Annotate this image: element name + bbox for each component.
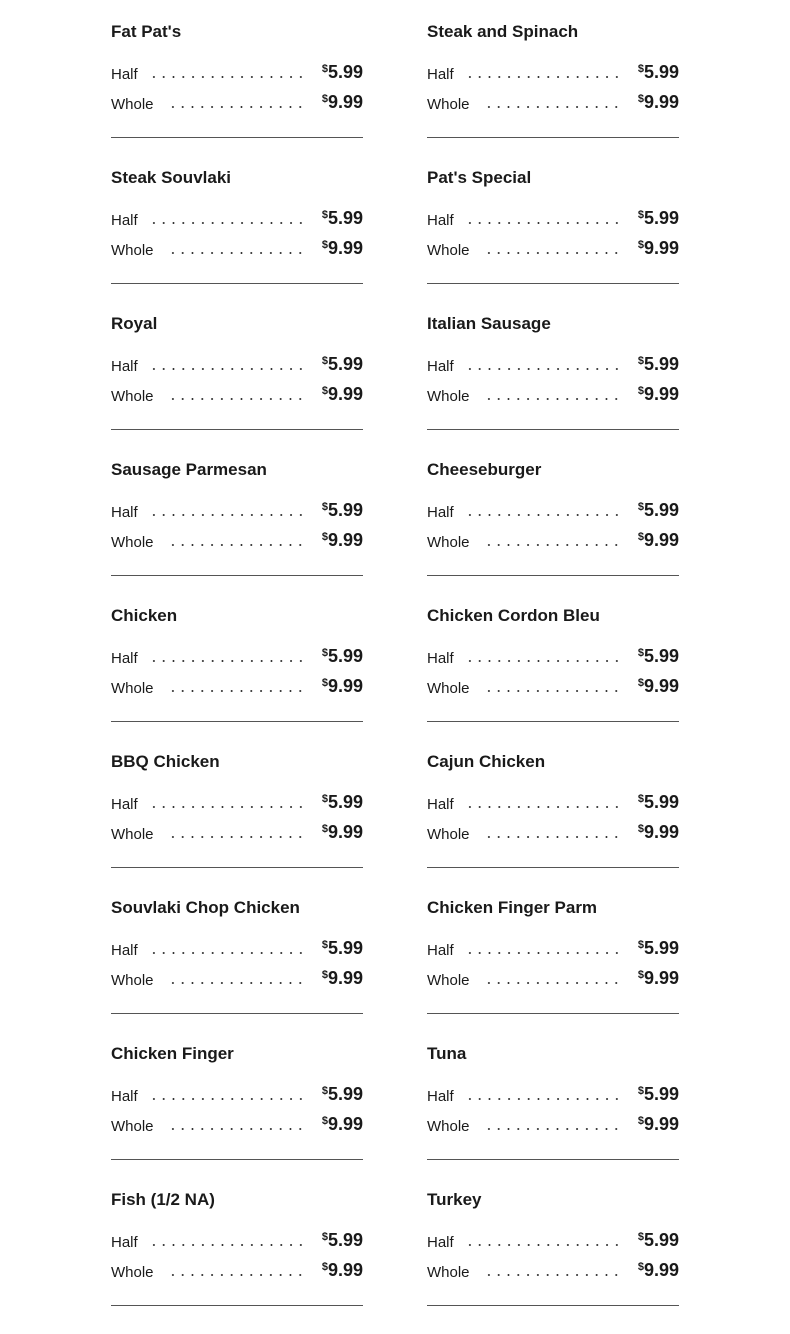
whole-price (322, 968, 363, 989)
menu-item-name: Fat Pat's (111, 22, 182, 41)
whole-price (638, 1260, 679, 1281)
half-price-amount: 5.99 (327, 500, 363, 520)
half-price-row (111, 208, 363, 232)
currency-symbol: $ (637, 1261, 644, 1273)
half-price (322, 646, 363, 667)
half-price (322, 62, 363, 83)
whole-price (322, 1114, 363, 1135)
menu-item (427, 1188, 679, 1334)
whole-price-amount: 9.99 (327, 92, 363, 112)
half-price-row (111, 354, 363, 378)
currency-symbol: $ (637, 239, 644, 251)
half-price-row (111, 792, 363, 816)
whole-price-row (427, 968, 679, 992)
currency-symbol: $ (321, 1115, 328, 1127)
half-size-label: Half (427, 650, 454, 667)
whole-price-row (111, 676, 363, 700)
currency-symbol: $ (321, 355, 328, 367)
half-price (638, 62, 679, 83)
whole-price (638, 822, 679, 843)
menu-item-name: Chicken Cordon Bleu (427, 606, 600, 625)
currency-symbol: $ (637, 209, 644, 221)
currency-symbol: $ (321, 647, 328, 659)
currency-symbol: $ (321, 531, 328, 543)
dot-leader (149, 952, 305, 954)
dot-leader (168, 106, 305, 108)
whole-size-label: Whole (111, 96, 154, 113)
whole-price-row (111, 384, 363, 408)
currency-symbol: $ (637, 1231, 644, 1243)
menu-item-name: BBQ Chicken (111, 752, 220, 771)
half-size-label: Half (111, 66, 138, 83)
half-price-amount: 5.99 (643, 62, 679, 82)
half-price (322, 1084, 363, 1105)
currency-symbol: $ (321, 939, 328, 951)
half-price-amount: 5.99 (327, 354, 363, 374)
dot-leader (149, 1098, 305, 1100)
whole-price-amount: 9.99 (327, 1114, 363, 1134)
half-price-row (111, 500, 363, 524)
whole-price-row (427, 822, 679, 846)
item-divider (427, 283, 679, 284)
currency-symbol: $ (637, 93, 644, 105)
whole-price-row (111, 1114, 363, 1138)
half-price-row (111, 646, 363, 670)
menu-item (427, 312, 679, 458)
half-price-amount: 5.99 (327, 1230, 363, 1250)
whole-size-label: Whole (427, 826, 470, 843)
whole-price (638, 92, 679, 113)
menu-item (111, 20, 363, 166)
whole-price-row (427, 530, 679, 554)
whole-price-amount: 9.99 (327, 676, 363, 696)
dot-leader (484, 982, 621, 984)
currency-symbol: $ (321, 969, 328, 981)
half-price-row (427, 646, 679, 670)
currency-symbol: $ (321, 1261, 328, 1273)
dot-leader (149, 806, 305, 808)
dot-leader (168, 398, 305, 400)
half-price-amount: 5.99 (327, 646, 363, 666)
half-price-row (427, 1084, 679, 1108)
dot-leader (465, 368, 621, 370)
menu-item (427, 1042, 679, 1188)
half-price-amount: 5.99 (643, 938, 679, 958)
dot-leader (465, 1244, 621, 1246)
dot-leader (465, 952, 621, 954)
currency-symbol: $ (637, 1085, 644, 1097)
menu-item (111, 1042, 363, 1188)
menu-item-name: Fish (1/2 NA) (111, 1190, 215, 1209)
menu-item (111, 458, 363, 604)
whole-size-label: Whole (427, 96, 470, 113)
half-size-label: Half (427, 796, 454, 813)
half-size-label: Half (427, 66, 454, 83)
half-price (638, 354, 679, 375)
dot-leader (168, 252, 305, 254)
half-price-amount: 5.99 (327, 1084, 363, 1104)
whole-price-amount: 9.99 (643, 530, 679, 550)
half-size-label: Half (111, 942, 138, 959)
menu-grid (111, 20, 679, 1334)
half-size-label: Half (111, 358, 138, 375)
whole-size-label: Whole (111, 242, 154, 259)
dot-leader (484, 544, 621, 546)
half-price-amount: 5.99 (327, 62, 363, 82)
dot-leader (149, 76, 305, 78)
currency-symbol: $ (637, 63, 644, 75)
half-size-label: Half (111, 1234, 138, 1251)
item-divider (111, 575, 363, 576)
half-price-amount: 5.99 (327, 938, 363, 958)
menu-item-name: Chicken Finger (111, 1044, 234, 1063)
whole-price (322, 92, 363, 113)
half-price (322, 792, 363, 813)
menu-item-name: Turkey (427, 1190, 482, 1209)
whole-price-amount: 9.99 (643, 384, 679, 404)
whole-price-row (111, 1260, 363, 1284)
whole-size-label: Whole (427, 1264, 470, 1281)
whole-price-amount: 9.99 (643, 92, 679, 112)
whole-size-label: Whole (111, 972, 154, 989)
half-size-label: Half (111, 212, 138, 229)
dot-leader (465, 514, 621, 516)
dot-leader (168, 982, 305, 984)
item-divider (111, 721, 363, 722)
half-size-label: Half (427, 358, 454, 375)
currency-symbol: $ (637, 531, 644, 543)
whole-price-row (111, 238, 363, 262)
menu-item (111, 750, 363, 896)
half-size-label: Half (427, 1234, 454, 1251)
half-price-amount: 5.99 (643, 354, 679, 374)
currency-symbol: $ (637, 647, 644, 659)
half-price (638, 792, 679, 813)
menu-item-name: Steak and Spinach (427, 22, 579, 41)
whole-size-label: Whole (111, 388, 154, 405)
half-size-label: Half (427, 1088, 454, 1105)
menu-item-name: Chicken (111, 606, 178, 625)
dot-leader (465, 806, 621, 808)
half-size-label: Half (427, 212, 454, 229)
half-price (322, 208, 363, 229)
dot-leader (149, 368, 305, 370)
half-price-row (427, 1230, 679, 1254)
half-price (638, 646, 679, 667)
whole-price-amount: 9.99 (643, 1260, 679, 1280)
menu-item-name: Cheeseburger (427, 460, 542, 479)
currency-symbol: $ (321, 823, 328, 835)
item-divider (427, 575, 679, 576)
currency-symbol: $ (321, 501, 328, 513)
dot-leader (168, 690, 305, 692)
menu-item-name: Sausage Parmesan (111, 460, 267, 479)
item-divider (111, 867, 363, 868)
whole-price-amount: 9.99 (327, 1260, 363, 1280)
dot-leader (465, 1098, 621, 1100)
half-price (322, 500, 363, 521)
half-price-amount: 5.99 (643, 208, 679, 228)
half-price-row (111, 938, 363, 962)
currency-symbol: $ (321, 793, 328, 805)
item-divider (427, 429, 679, 430)
half-size-label: Half (427, 504, 454, 521)
item-divider (427, 1013, 679, 1014)
half-price (322, 1230, 363, 1251)
menu-item (427, 20, 679, 166)
item-divider (427, 721, 679, 722)
menu-item (111, 312, 363, 458)
whole-size-label: Whole (427, 388, 470, 405)
half-price-row (427, 354, 679, 378)
whole-price-amount: 9.99 (327, 384, 363, 404)
whole-price-amount: 9.99 (643, 1114, 679, 1134)
menu-item (111, 1188, 363, 1334)
dot-leader (484, 836, 621, 838)
half-size-label: Half (111, 650, 138, 667)
whole-price (322, 384, 363, 405)
menu-item-name: Royal (111, 314, 158, 333)
item-divider (111, 137, 363, 138)
currency-symbol: $ (637, 823, 644, 835)
currency-symbol: $ (637, 1115, 644, 1127)
dot-leader (149, 514, 305, 516)
menu-item-name: Chicken Finger Parm (427, 898, 598, 917)
dot-leader (168, 544, 305, 546)
currency-symbol: $ (321, 93, 328, 105)
half-price (638, 208, 679, 229)
half-price-amount: 5.99 (327, 208, 363, 228)
menu-item (111, 166, 363, 312)
half-price-row (427, 62, 679, 86)
whole-price (638, 384, 679, 405)
currency-symbol: $ (637, 969, 644, 981)
whole-price (638, 968, 679, 989)
menu-item (111, 604, 363, 750)
whole-price-amount: 9.99 (327, 530, 363, 550)
half-price-amount: 5.99 (643, 792, 679, 812)
whole-price-amount: 9.99 (643, 968, 679, 988)
half-price (638, 1084, 679, 1105)
dot-leader (484, 690, 621, 692)
menu-item-name: Cajun Chicken (427, 752, 546, 771)
dot-leader (484, 398, 621, 400)
menu-item (427, 166, 679, 312)
menu-item (427, 750, 679, 896)
half-price-row (427, 500, 679, 524)
half-price-row (427, 208, 679, 232)
whole-size-label: Whole (111, 680, 154, 697)
whole-price-row (427, 676, 679, 700)
whole-price-amount: 9.99 (643, 822, 679, 842)
dot-leader (149, 1244, 305, 1246)
whole-size-label: Whole (427, 1118, 470, 1135)
whole-price-row (111, 530, 363, 554)
half-price-row (111, 1230, 363, 1254)
menu-item-name: Italian Sausage (427, 314, 551, 333)
whole-price-amount: 9.99 (327, 822, 363, 842)
item-divider (427, 1305, 679, 1306)
currency-symbol: $ (321, 385, 328, 397)
dot-leader (484, 1274, 621, 1276)
half-price-amount: 5.99 (327, 792, 363, 812)
whole-size-label: Whole (111, 1264, 154, 1281)
menu-item (427, 604, 679, 750)
whole-price-row (427, 384, 679, 408)
currency-symbol: $ (637, 355, 644, 367)
half-price-amount: 5.99 (643, 1230, 679, 1250)
currency-symbol: $ (321, 63, 328, 75)
whole-price (322, 530, 363, 551)
half-size-label: Half (111, 1088, 138, 1105)
half-price-row (427, 938, 679, 962)
half-price (638, 1230, 679, 1251)
whole-price (322, 1260, 363, 1281)
dot-leader (465, 76, 621, 78)
whole-size-label: Whole (427, 680, 470, 697)
whole-size-label: Whole (111, 1118, 154, 1135)
half-size-label: Half (111, 504, 138, 521)
currency-symbol: $ (637, 501, 644, 513)
half-price-row (111, 62, 363, 86)
whole-price-row (427, 1114, 679, 1138)
whole-price (322, 238, 363, 259)
dot-leader (484, 252, 621, 254)
whole-price (638, 676, 679, 697)
dot-leader (149, 222, 305, 224)
whole-price-row (427, 238, 679, 262)
currency-symbol: $ (637, 939, 644, 951)
currency-symbol: $ (321, 239, 328, 251)
whole-price (322, 822, 363, 843)
dot-leader (149, 660, 305, 662)
dot-leader (168, 1128, 305, 1130)
currency-symbol: $ (321, 209, 328, 221)
dot-leader (168, 836, 305, 838)
whole-size-label: Whole (427, 534, 470, 551)
menu-item-name: Pat's Special (427, 168, 532, 187)
item-divider (427, 137, 679, 138)
dot-leader (484, 1128, 621, 1130)
menu-item (427, 458, 679, 604)
half-price-row (111, 1084, 363, 1108)
half-price (322, 354, 363, 375)
currency-symbol: $ (637, 385, 644, 397)
currency-symbol: $ (321, 1231, 328, 1243)
menu-item-name: Souvlaki Chop Chicken (111, 898, 300, 917)
half-size-label: Half (427, 942, 454, 959)
whole-price-row (427, 92, 679, 116)
half-price (638, 938, 679, 959)
whole-price (638, 1114, 679, 1135)
currency-symbol: $ (321, 677, 328, 689)
dot-leader (484, 106, 621, 108)
whole-price-amount: 9.99 (643, 238, 679, 258)
menu-item (427, 896, 679, 1042)
whole-price-row (111, 822, 363, 846)
half-size-label: Half (111, 796, 138, 813)
item-divider (111, 429, 363, 430)
whole-price (638, 238, 679, 259)
half-price-amount: 5.99 (643, 646, 679, 666)
half-price (322, 938, 363, 959)
currency-symbol: $ (637, 793, 644, 805)
whole-price (322, 676, 363, 697)
whole-price-row (111, 92, 363, 116)
half-price (638, 500, 679, 521)
whole-price (638, 530, 679, 551)
currency-symbol: $ (637, 677, 644, 689)
currency-symbol: $ (321, 1085, 328, 1097)
dot-leader (465, 660, 621, 662)
whole-price-row (427, 1260, 679, 1284)
menu-item (111, 896, 363, 1042)
whole-size-label: Whole (427, 972, 470, 989)
item-divider (111, 1013, 363, 1014)
whole-price-row (111, 968, 363, 992)
dot-leader (168, 1274, 305, 1276)
whole-price-amount: 9.99 (643, 676, 679, 696)
half-price-amount: 5.99 (643, 500, 679, 520)
menu-item-name: Steak Souvlaki (111, 168, 232, 187)
whole-price-amount: 9.99 (327, 238, 363, 258)
whole-price-amount: 9.99 (327, 968, 363, 988)
item-divider (111, 1159, 363, 1160)
half-price-amount: 5.99 (643, 1084, 679, 1104)
menu-item-name: Tuna (427, 1044, 467, 1063)
item-divider (427, 1159, 679, 1160)
whole-size-label: Whole (111, 826, 154, 843)
whole-size-label: Whole (111, 534, 154, 551)
item-divider (427, 867, 679, 868)
item-divider (111, 283, 363, 284)
item-divider (111, 1305, 363, 1306)
half-price-row (427, 792, 679, 816)
whole-size-label: Whole (427, 242, 470, 259)
dot-leader (465, 222, 621, 224)
